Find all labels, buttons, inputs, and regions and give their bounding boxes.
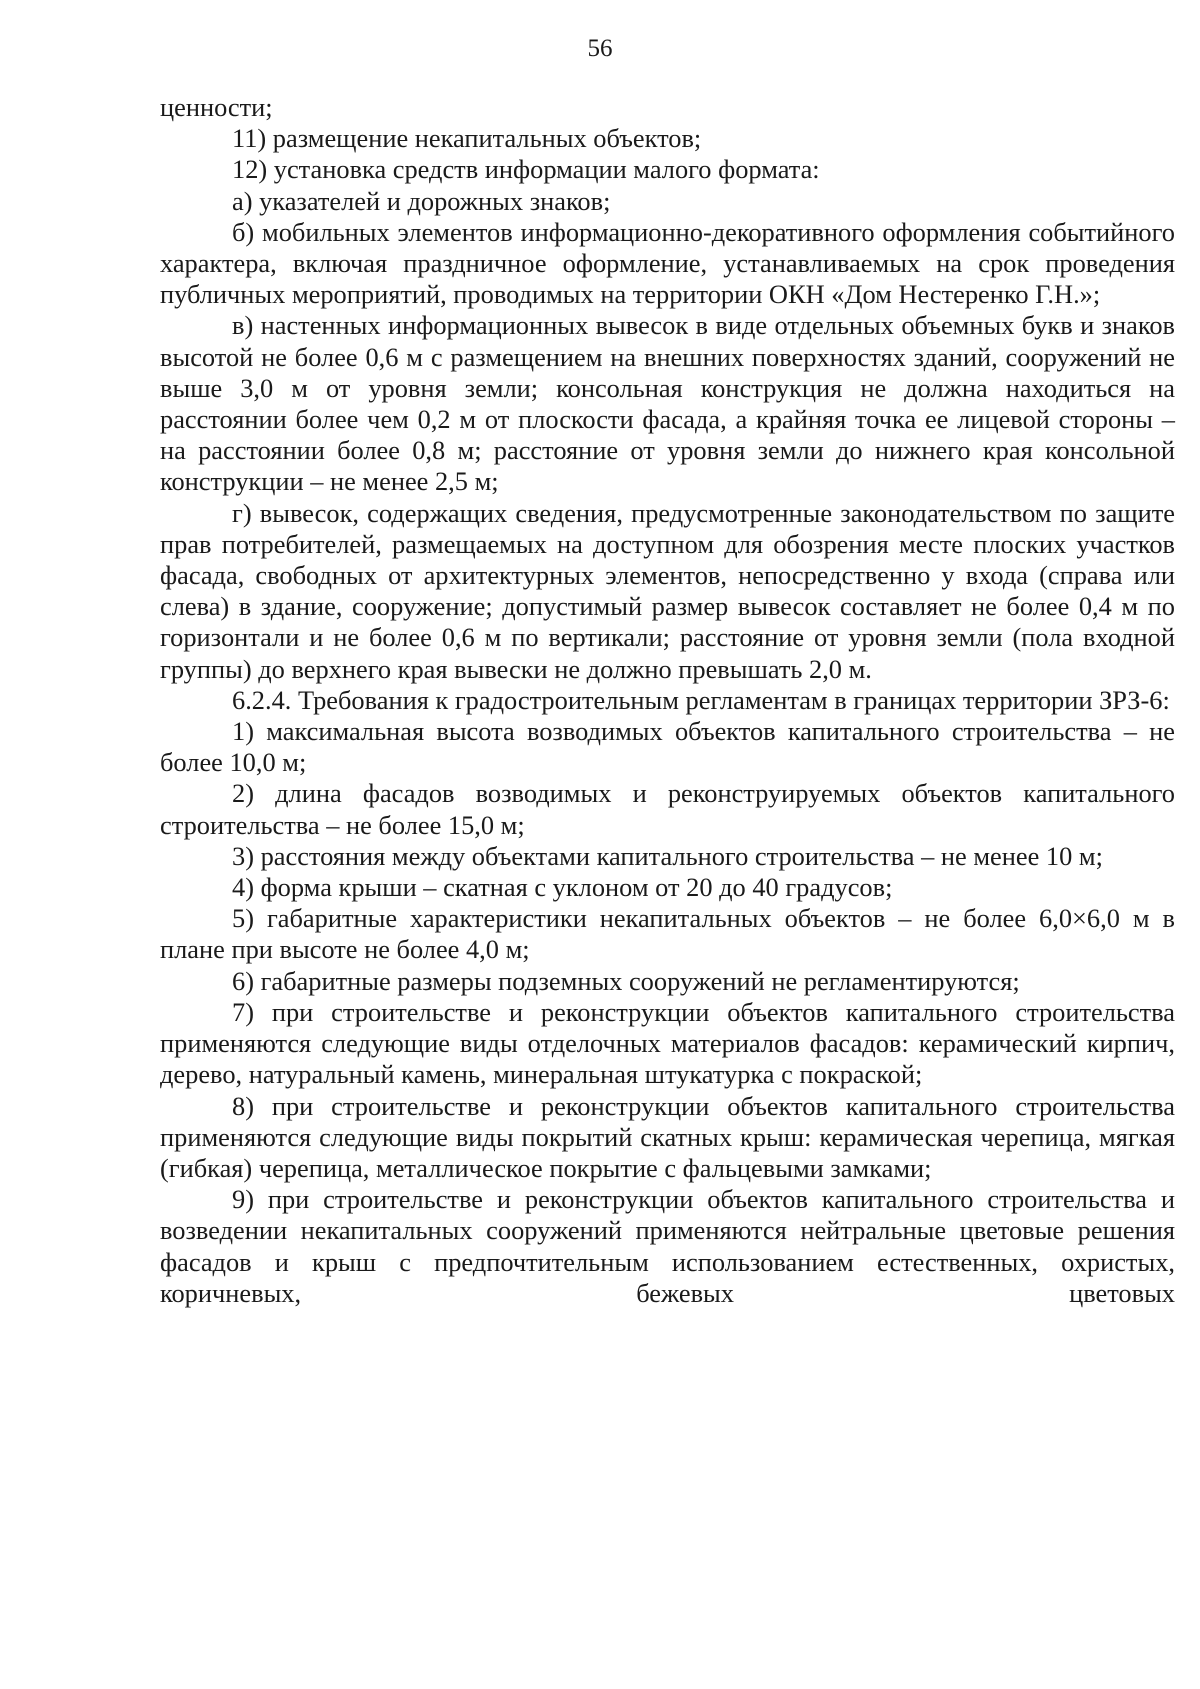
list-item-8: 8) при строительстве и реконструкции объектов капитального строительства применяются следующие виды покрытий скатных крыш: керамическая черепица, мягкая (гибкая) черепица, металлическое покрытие с фальцевыми замками; <box>160 1090 1175 1183</box>
list-item-3: 3) расстояния между объектами капитального строительства – не менее 10 м; <box>232 840 1103 871</box>
list-item-7: 7) при строительстве и реконструкции объектов капитального строительства применяются следующие виды отделочных материалов фасадов: керамический кирпич, дерево, натуральный камень, минеральная штукатурка с покраской; <box>160 996 1175 1090</box>
list-subitem-g: г) вывесок, содержащих сведения, предусмотренные законодательством по защите прав потребителей, размещаемых на доступном для обозрения месте плоских участков фасада, свободных от архитектурных элементов, непосредственно у входа (справа или слева) в здание, сооружение; допустимый размер вывесок составляет не более 0,4 м по горизонтали и не более 0,6 м по вертикали; расстояние от уровня земли (пола входной группы) до верхнего края вывески не должно превышать 2,0 м. <box>160 497 1175 684</box>
list-item-5: 5) габаритные характеристики некапитальных объектов – не более 6,0×6,0 м в плане при высоте не более 4,0 м; <box>160 903 1175 965</box>
list-subitem-a: а) указателей и дорожных знаков; <box>232 185 611 216</box>
paragraph: ценности; <box>160 92 273 122</box>
list-item-4: 4) форма крыши – скатная с уклоном от 20 до 40 градусов; <box>232 872 893 903</box>
list-item-6: 6) габаритные размеры подземных сооружений не регламентируются; <box>232 965 1020 996</box>
page-number: 56 <box>587 35 613 62</box>
list-item-9: 9) при строительстве и реконструкции объектов капитального строительства и возведении некапитальных сооружений применяются нейтральные цветовые решения фасадов и крыш с предпочтительным использованием естественных, охристых, коричневых, бежевых цветовых <box>160 1184 1175 1308</box>
list-subitem-b: б) мобильных элементов информационно-декоративного оформления событийного характера, включая праздничное оформление, устанавливаемых на срок проведения публичных мероприятий, проводимых на территории ОКН «Дом Нестеренко Г.Н.»; <box>160 216 1175 310</box>
list-item-2: 2) длина фасадов возводимых и реконструируемых объектов капитального строительства – не более 15,0 м; <box>160 778 1175 840</box>
list-subitem-v: в) настенных информационных вывесок в виде отдельных объемных букв и знаков высотой не более 0,6 м с размещением на внешних поверхностях зданий, сооружений не выше 3,0 м от уровня земли; консольная конструкция не должна находиться на расстоянии более чем 0,2 м от плоскости фасада, а крайняя точка ее лицевой стороны – на расстоянии более 0,8 м; расстояние от уровня земли до нижнего края консольной конструкции – не менее 2,5 м; <box>160 310 1175 497</box>
document-body <box>160 92 1175 1309</box>
list-item-12: 12) установка средств информации малого формата: <box>232 154 820 185</box>
section-heading-6-2-4: 6.2.4. Требования к градостроительным регламентам в границах территории ЗРЗ-6: <box>232 684 1170 715</box>
list-item-1: 1) максимальная высота возводимых объектов капитального строительства – не более 10,0 м; <box>160 716 1175 778</box>
list-item-11: 11) размещение некапитальных объектов; <box>232 123 702 154</box>
